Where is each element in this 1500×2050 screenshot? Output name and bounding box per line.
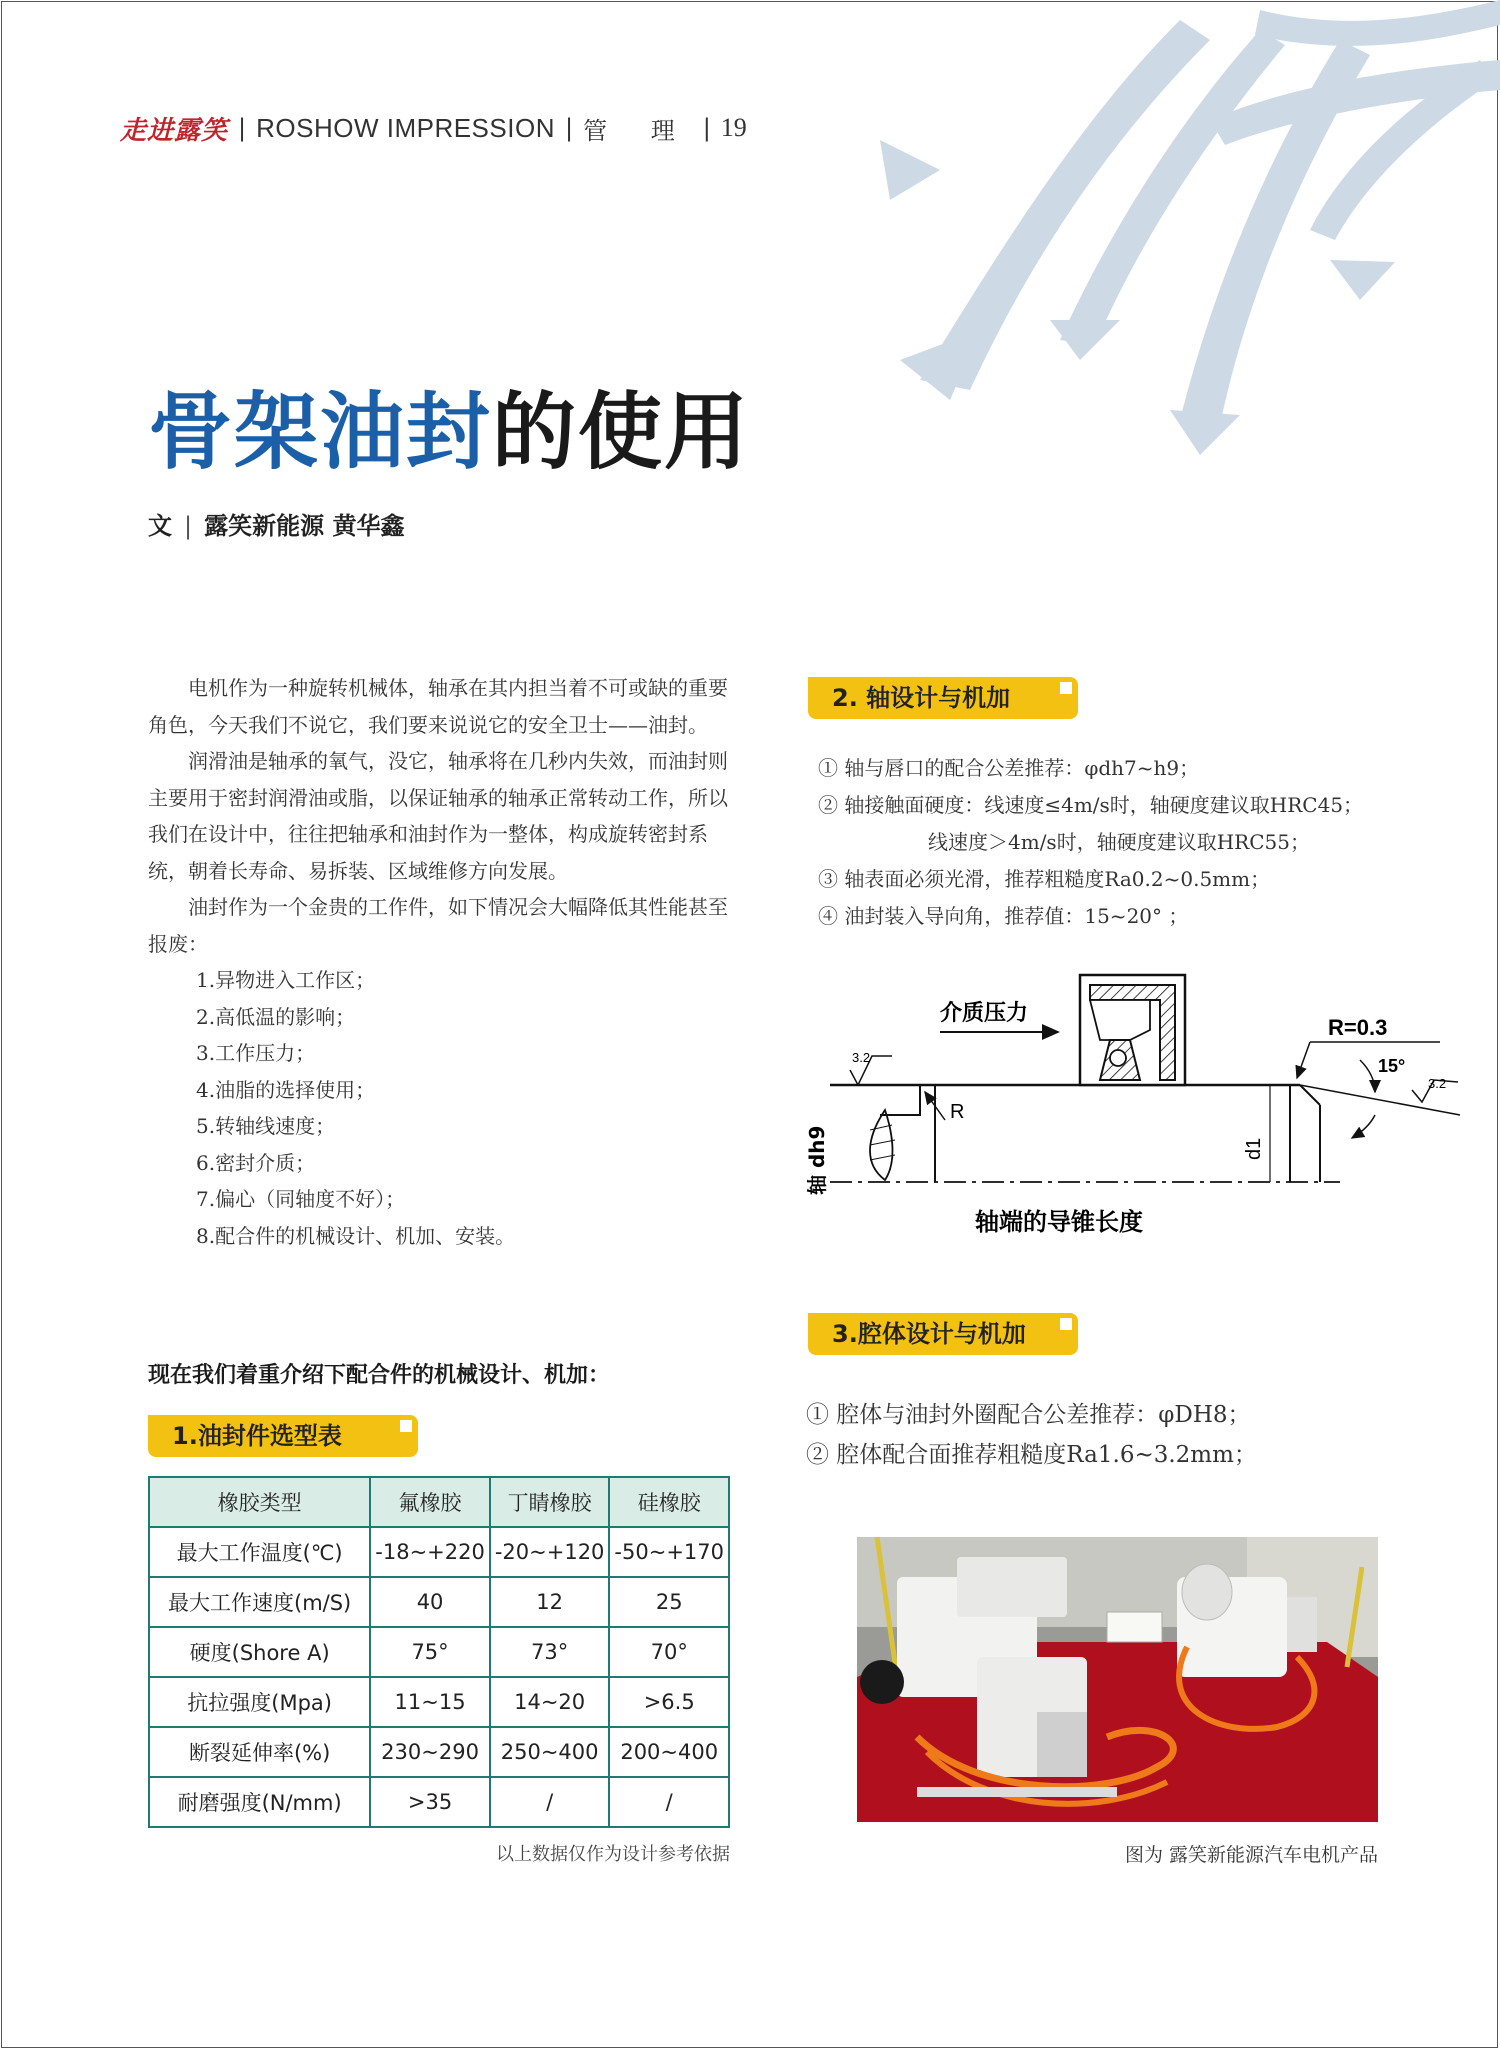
table-note: 以上数据仅作为设计参考依据 xyxy=(496,1844,730,1865)
byline-prefix: 文 xyxy=(148,512,172,540)
radius-label: R xyxy=(950,1101,965,1123)
section-name: 管 理 xyxy=(583,116,693,145)
table-row xyxy=(149,1627,729,1677)
shaft-tolerance-label: 轴 dh9 xyxy=(805,1125,829,1195)
shaft-chamfer-diagram xyxy=(800,970,1470,1240)
table-cell: 11~15 xyxy=(370,1677,490,1727)
list-item: ② 轴接触面硬度：线速度≤4m/s时，轴硬度建议取HRC45； xyxy=(818,793,1364,817)
shaft-design-list xyxy=(818,750,1363,935)
table-header-cell: 丁睛橡胶 xyxy=(490,1477,610,1527)
table-cell: 75° xyxy=(370,1627,490,1677)
table-cell: 25 xyxy=(609,1577,729,1627)
list-item: 4.油脂的选择使用； xyxy=(196,1077,376,1102)
table-row xyxy=(149,1727,729,1777)
table-row-header: 最大工作速度(m/S) xyxy=(149,1577,370,1627)
list-item: 2.高低温的影响； xyxy=(196,1004,356,1029)
list-item: ④ 油封装入导向角，推荐值：15~20° ； xyxy=(818,904,1189,928)
list-item: 7.偏心（同轴度不好）； xyxy=(196,1187,406,1211)
table-cell: 200~400 xyxy=(609,1727,729,1777)
chamfer-radius-label: R=0.3 xyxy=(1328,1015,1388,1040)
seal-selection-table xyxy=(148,1476,730,1828)
diameter-label: d1 xyxy=(1243,1137,1265,1160)
cavity-design-list xyxy=(806,1395,1257,1475)
table-cell: 14~20 xyxy=(490,1677,610,1727)
table-row-header: 硬度(Shore A) xyxy=(149,1627,370,1677)
page-number: 19 xyxy=(720,113,747,142)
table-cell: >6.5 xyxy=(609,1677,729,1727)
brand-logo: 走进露笑 xyxy=(120,115,229,146)
byline-author: 露笑新能源 黄华鑫 xyxy=(204,512,405,540)
paragraph: 油封作为一个金贵的工作件，如下情况会大幅降低其性能甚至报废： xyxy=(148,895,728,956)
header-divider: | xyxy=(564,114,574,142)
magazine-name: ROSHOW IMPRESSION xyxy=(256,112,555,143)
table-cell: 230~290 xyxy=(370,1727,490,1777)
table-cell: 40 xyxy=(370,1577,490,1627)
decorative-arrows-graphic xyxy=(880,0,1500,460)
header-divider: | xyxy=(238,114,247,142)
list-item: 8.配合件的机械设计、机加、安装。 xyxy=(196,1223,516,1248)
table-cell: 70° xyxy=(609,1627,729,1677)
roughness-label: 3.2 xyxy=(1428,1076,1447,1091)
diagram-caption: 轴端的导锥长度 xyxy=(975,1208,1143,1236)
list-item: 线速度＞4m/s时，轴硬度建议取HRC55； xyxy=(928,830,1310,854)
table-cell: / xyxy=(609,1777,729,1827)
table-cell: 73° xyxy=(490,1627,610,1677)
table-cell: -50~+170 xyxy=(609,1527,729,1577)
table-row-header: 抗拉强度(Mpa) xyxy=(149,1677,370,1727)
section-tag-2: 2. 轴设计与机加 xyxy=(808,677,1078,719)
paragraph: 润滑油是轴承的氧气，没它，轴承将在几秒内失效，而油封则主要用于密封润滑油或脂，以保证轴承的轴承正常转动工作，所以我们在设计中，往往把轴承和油封作为一整体，构成旋转密封系统，朝着长寿命、易拆装、区域维修方向发展。 xyxy=(148,749,728,883)
motor-product-photo xyxy=(857,1537,1378,1822)
section-tag-1: 1.油封件选型表 xyxy=(148,1415,418,1457)
roughness-label: 3.2 xyxy=(852,1050,871,1065)
table-row-header: 耐磨强度(N/mm) xyxy=(149,1777,370,1827)
list-item: 6.密封介质； xyxy=(196,1150,316,1175)
table-cell: / xyxy=(490,1777,610,1827)
table-row xyxy=(149,1577,729,1627)
section-tag-3: 3.腔体设计与机加 xyxy=(808,1313,1078,1355)
list-item: ① 腔体与油封外圈配合公差推荐：φDH8； xyxy=(806,1402,1251,1428)
table-row xyxy=(149,1527,729,1577)
pressure-label: 介质压力 xyxy=(940,1001,1029,1026)
title-highlight: 骨架油封 xyxy=(148,383,493,481)
table-row-header: 最大工作温度(℃) xyxy=(149,1527,370,1577)
left-column-body xyxy=(148,670,730,1254)
table-header-cell: 硅橡胶 xyxy=(609,1477,729,1527)
header-divider: | xyxy=(702,114,711,142)
title-rest: 的使用 xyxy=(492,383,751,481)
list-item: ② 腔体配合面推荐粗糙度Ra1.6~3.2mm； xyxy=(806,1442,1257,1468)
table-cell: -20~+120 xyxy=(490,1527,610,1577)
table-cell: -18~+220 xyxy=(370,1527,490,1577)
list-item: 3.工作压力； xyxy=(196,1041,316,1065)
list-item: ① 轴与唇口的配合公差推荐：φdh7~h9； xyxy=(818,756,1200,780)
table-header-row xyxy=(149,1477,729,1527)
running-header xyxy=(120,110,747,146)
table-cell: 250~400 xyxy=(490,1727,610,1777)
photo-caption: 图为 露笑新能源汽车电机产品 xyxy=(1124,1844,1378,1866)
lead-sentence: 现在我们着重介绍下配合件的机械设计、机加： xyxy=(148,1363,611,1388)
table-row xyxy=(149,1677,729,1727)
paragraph: 电机作为一种旋转机械体，轴承在其内担当着不可或缺的重要角色，今天我们不说它，我们要来说说它的安全卫士——油封。 xyxy=(148,676,728,737)
table-row-header: 断裂延伸率(%) xyxy=(149,1727,370,1777)
list-item: 5.转轴线速度； xyxy=(196,1114,336,1138)
table-cell: >35 xyxy=(370,1777,490,1827)
article-title xyxy=(148,365,750,486)
table-cell: 12 xyxy=(490,1577,610,1627)
angle-label: 15° xyxy=(1378,1056,1406,1076)
byline xyxy=(148,506,404,541)
list-item: ③ 轴表面必须光滑，推荐粗糙度Ra0.2~0.5mm； xyxy=(818,867,1271,891)
list-item: 1.异物进入工作区； xyxy=(196,968,376,992)
table-header-cell: 橡胶类型 xyxy=(149,1477,370,1527)
table-header-cell: 氟橡胶 xyxy=(370,1477,490,1527)
table-row xyxy=(149,1777,729,1827)
byline-divider: | xyxy=(184,512,193,540)
